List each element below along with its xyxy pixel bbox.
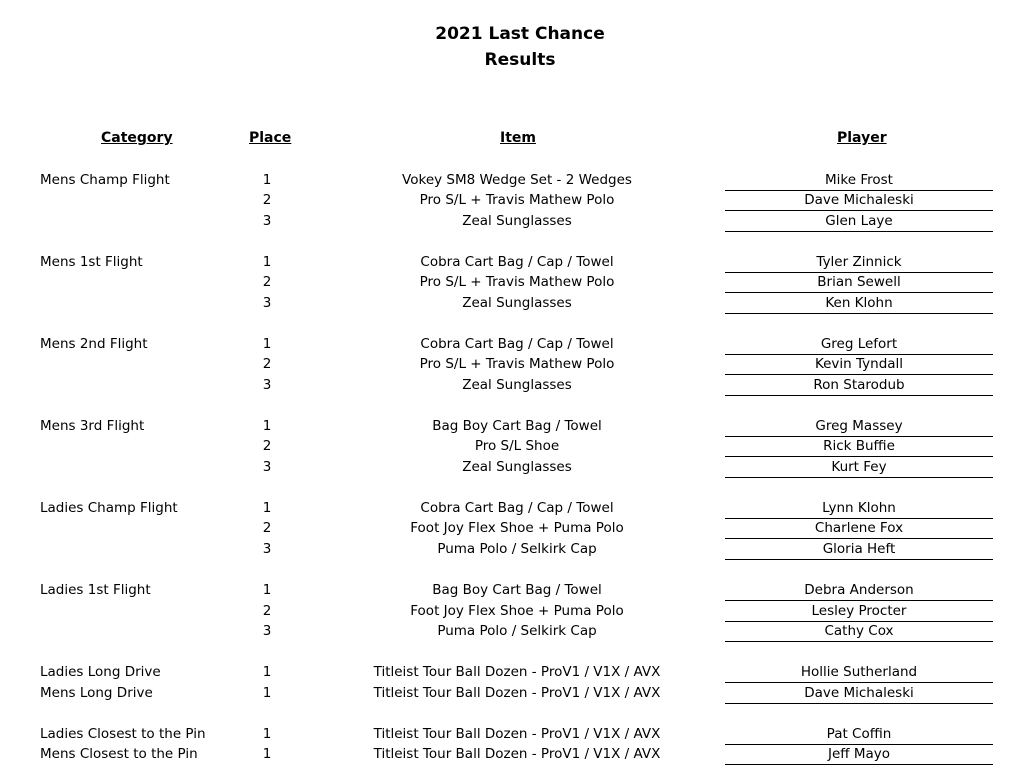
row-player: Ken Klohn [725,293,993,314]
row-item: Puma Polo / Selkirk Cap [437,623,597,639]
row-place: 2 [262,356,272,372]
row-player: Ron Starodub [725,375,993,396]
row-player: Kevin Tyndall [725,354,993,375]
table-row [0,375,1024,395]
row-category: Mens Closest to the Pin [40,746,198,762]
row-player: Tyler Zinnick [725,252,993,273]
table-row [0,252,1024,272]
table-row [0,293,1024,313]
row-place: 1 [262,746,272,762]
row-item: Bag Boy Cart Bag / Towel [432,418,602,434]
row-item: Titleist Tour Ball Dozen - ProV1 / V1X / AVX [373,746,661,762]
table-row [0,354,1024,374]
row-place: 1 [262,500,272,516]
row-category: Ladies Champ Flight [40,500,178,516]
document-title: 2021 Last Chance [435,24,605,44]
table-row [0,272,1024,292]
table-row [0,744,1024,764]
row-item: Foot Joy Flex Shoe + Puma Polo [410,520,624,536]
row-place: 3 [262,377,272,393]
row-place: 1 [262,254,272,270]
row-item: Bag Boy Cart Bag / Towel [432,582,602,598]
row-player: Lynn Klohn [725,498,993,519]
table-row [0,621,1024,641]
row-place: 3 [262,541,272,557]
row-category: Ladies Long Drive [40,664,161,680]
table-row [0,334,1024,354]
row-place: 1 [262,664,272,680]
row-player: Rick Buffie [725,436,993,457]
table-row [0,580,1024,600]
row-place: 1 [262,726,272,742]
row-place: 2 [262,603,272,619]
row-place: 1 [262,418,272,434]
row-place: 1 [262,172,272,188]
table-row [0,211,1024,231]
row-player: Cathy Cox [725,621,993,642]
table-row [0,683,1024,703]
row-item: Pro S/L + Travis Mathew Polo [419,192,615,208]
row-player: Lesley Procter [725,601,993,622]
row-place: 3 [262,623,272,639]
header-category: Category [101,130,173,146]
table-row [0,539,1024,559]
row-player: Gloria Heft [725,539,993,560]
row-player: Jeff Mayo [725,744,993,765]
row-item: Foot Joy Flex Shoe + Puma Polo [410,603,624,619]
row-category: Mens 3rd Flight [40,418,145,434]
row-item: Zeal Sunglasses [462,213,572,229]
row-player: Mike Frost [725,170,993,191]
row-player: Glen Laye [725,211,993,232]
row-item: Pro S/L + Travis Mathew Polo [419,356,615,372]
row-item: Cobra Cart Bag / Cap / Towel [420,336,614,352]
row-item: Zeal Sunglasses [462,377,572,393]
table-row [0,662,1024,682]
row-item: Cobra Cart Bag / Cap / Towel [420,500,614,516]
row-item: Vokey SM8 Wedge Set - 2 Wedges [402,172,632,188]
row-item: Zeal Sunglasses [462,295,572,311]
table-row [0,190,1024,210]
row-place: 1 [262,582,272,598]
row-category: Mens 1st Flight [40,254,143,270]
row-category: Ladies Closest to the Pin [40,726,206,742]
header-player: Player [837,130,887,146]
row-item: Zeal Sunglasses [462,459,572,475]
row-place: 1 [262,336,272,352]
document-subtitle: Results [484,50,556,70]
row-item: Puma Polo / Selkirk Cap [437,541,597,557]
row-item: Pro S/L + Travis Mathew Polo [419,274,615,290]
row-player: Dave Michaleski [725,683,993,704]
row-player: Dave Michaleski [725,190,993,211]
row-item: Titleist Tour Ball Dozen - ProV1 / V1X / AVX [373,726,661,742]
row-player: Greg Lefort [725,334,993,355]
table-row [0,498,1024,518]
row-place: 2 [262,520,272,536]
row-category: Mens Long Drive [40,685,153,701]
row-place: 2 [262,274,272,290]
row-player: Charlene Fox [725,518,993,539]
row-place: 2 [262,192,272,208]
row-item: Titleist Tour Ball Dozen - ProV1 / V1X / AVX [373,664,661,680]
row-player: Greg Massey [725,416,993,437]
row-category: Mens 2nd Flight [40,336,148,352]
row-item: Titleist Tour Ball Dozen - ProV1 / V1X / AVX [373,685,661,701]
row-category: Ladies 1st Flight [40,582,151,598]
table-row [0,724,1024,744]
table-row [0,416,1024,436]
row-item: Cobra Cart Bag / Cap / Towel [420,254,614,270]
row-place: 1 [262,685,272,701]
row-player: Hollie Sutherland [725,662,993,683]
header-item: Item [500,130,536,146]
row-item: Pro S/L Shoe [474,438,560,454]
row-place: 3 [262,295,272,311]
table-row [0,601,1024,621]
table-row [0,457,1024,477]
header-place: Place [249,130,292,146]
row-player: Kurt Fey [725,457,993,478]
row-place: 3 [262,459,272,475]
row-player: Debra Anderson [725,580,993,601]
table-row [0,436,1024,456]
row-category: Mens Champ Flight [40,172,170,188]
table-row [0,170,1024,190]
table-row [0,518,1024,538]
row-place: 2 [262,438,272,454]
row-player: Pat Coffin [725,724,993,745]
row-player: Brian Sewell [725,272,993,293]
row-place: 3 [262,213,272,229]
